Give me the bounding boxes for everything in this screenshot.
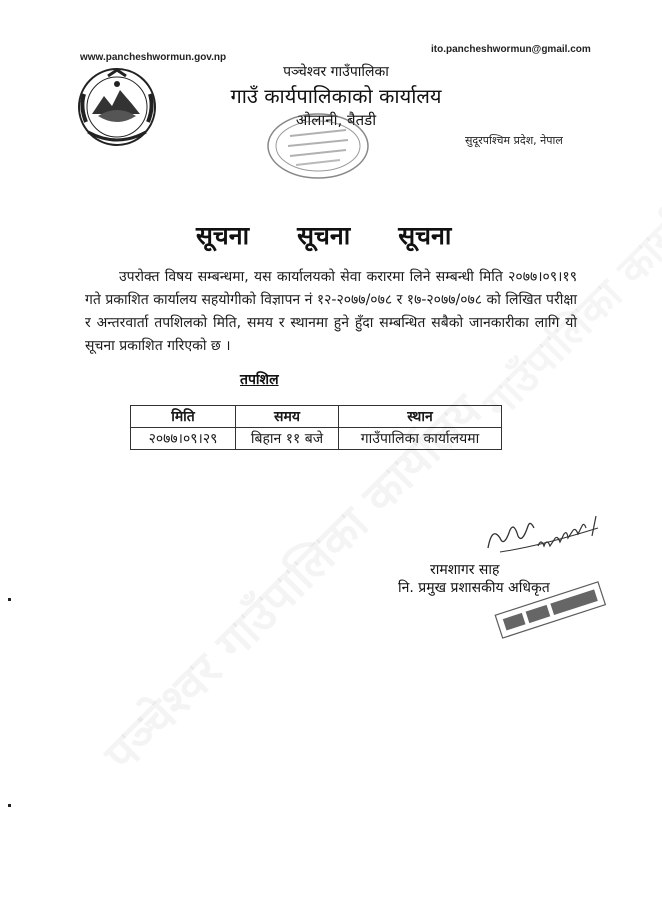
- handwritten-signature-icon: [480, 508, 610, 568]
- notice-headings: [196, 218, 451, 252]
- cell-date: २०७७।०९।२९: [131, 428, 236, 450]
- cell-time: बिहान ११ बजे: [236, 428, 339, 450]
- office-stamp-icon: [260, 108, 380, 183]
- org-name-line2: गाउँ कार्यपालिकाको कार्यालय: [230, 84, 442, 108]
- org-name-line1: पञ्चेश्वर गाउँपालिका: [283, 64, 389, 80]
- signer-title: नि. प्रमुख प्रशासकीय अधिकृत: [398, 580, 550, 596]
- notice-heading: सूचना: [196, 221, 250, 250]
- column-header-date: मिति: [131, 406, 236, 428]
- notice-heading: सूचना: [297, 221, 351, 250]
- column-header-venue: स्थान: [339, 406, 502, 428]
- website-url: www.pancheshwormun.gov.np: [80, 52, 227, 63]
- org-address: ओलानी, बैतडी: [295, 111, 377, 129]
- notice-heading: सूचना: [398, 221, 452, 250]
- email-address: ito.pancheshwormun@gmail.com: [431, 44, 591, 55]
- notice-body: उपरोक्त विषय सम्बन्धमा, यस कार्यालयको सेवा करारमा लिने सम्बन्धी मिति २०७७।०९।१९ गते प्रकाशित कार्यालय सहयोगीको विज्ञापन नं १२-२०७७/०७८ र १७-२०७७/०७८ को लिखित परीक्षा र अन्तरवार्ता तपशिलको मिति, समय र स्थानमा हुने हुँदा सम्बन्धित सबैको जानकारीका लागि यो सूचना प्रकाशित गरिएको छ ।: [85, 269, 577, 354]
- schedule-label: तपशिल: [240, 372, 279, 388]
- signer-name: रामशागर साह: [430, 562, 500, 578]
- margin-mark: [8, 804, 11, 807]
- officer-stamp-icon: [490, 578, 610, 640]
- column-header-time: समय: [236, 406, 339, 428]
- province-text: सुदूरपश्चिम प्रदेश, नेपाल: [465, 134, 563, 147]
- margin-mark: [8, 598, 11, 601]
- cell-venue: गाउँपालिका कार्यालयमा: [339, 428, 502, 450]
